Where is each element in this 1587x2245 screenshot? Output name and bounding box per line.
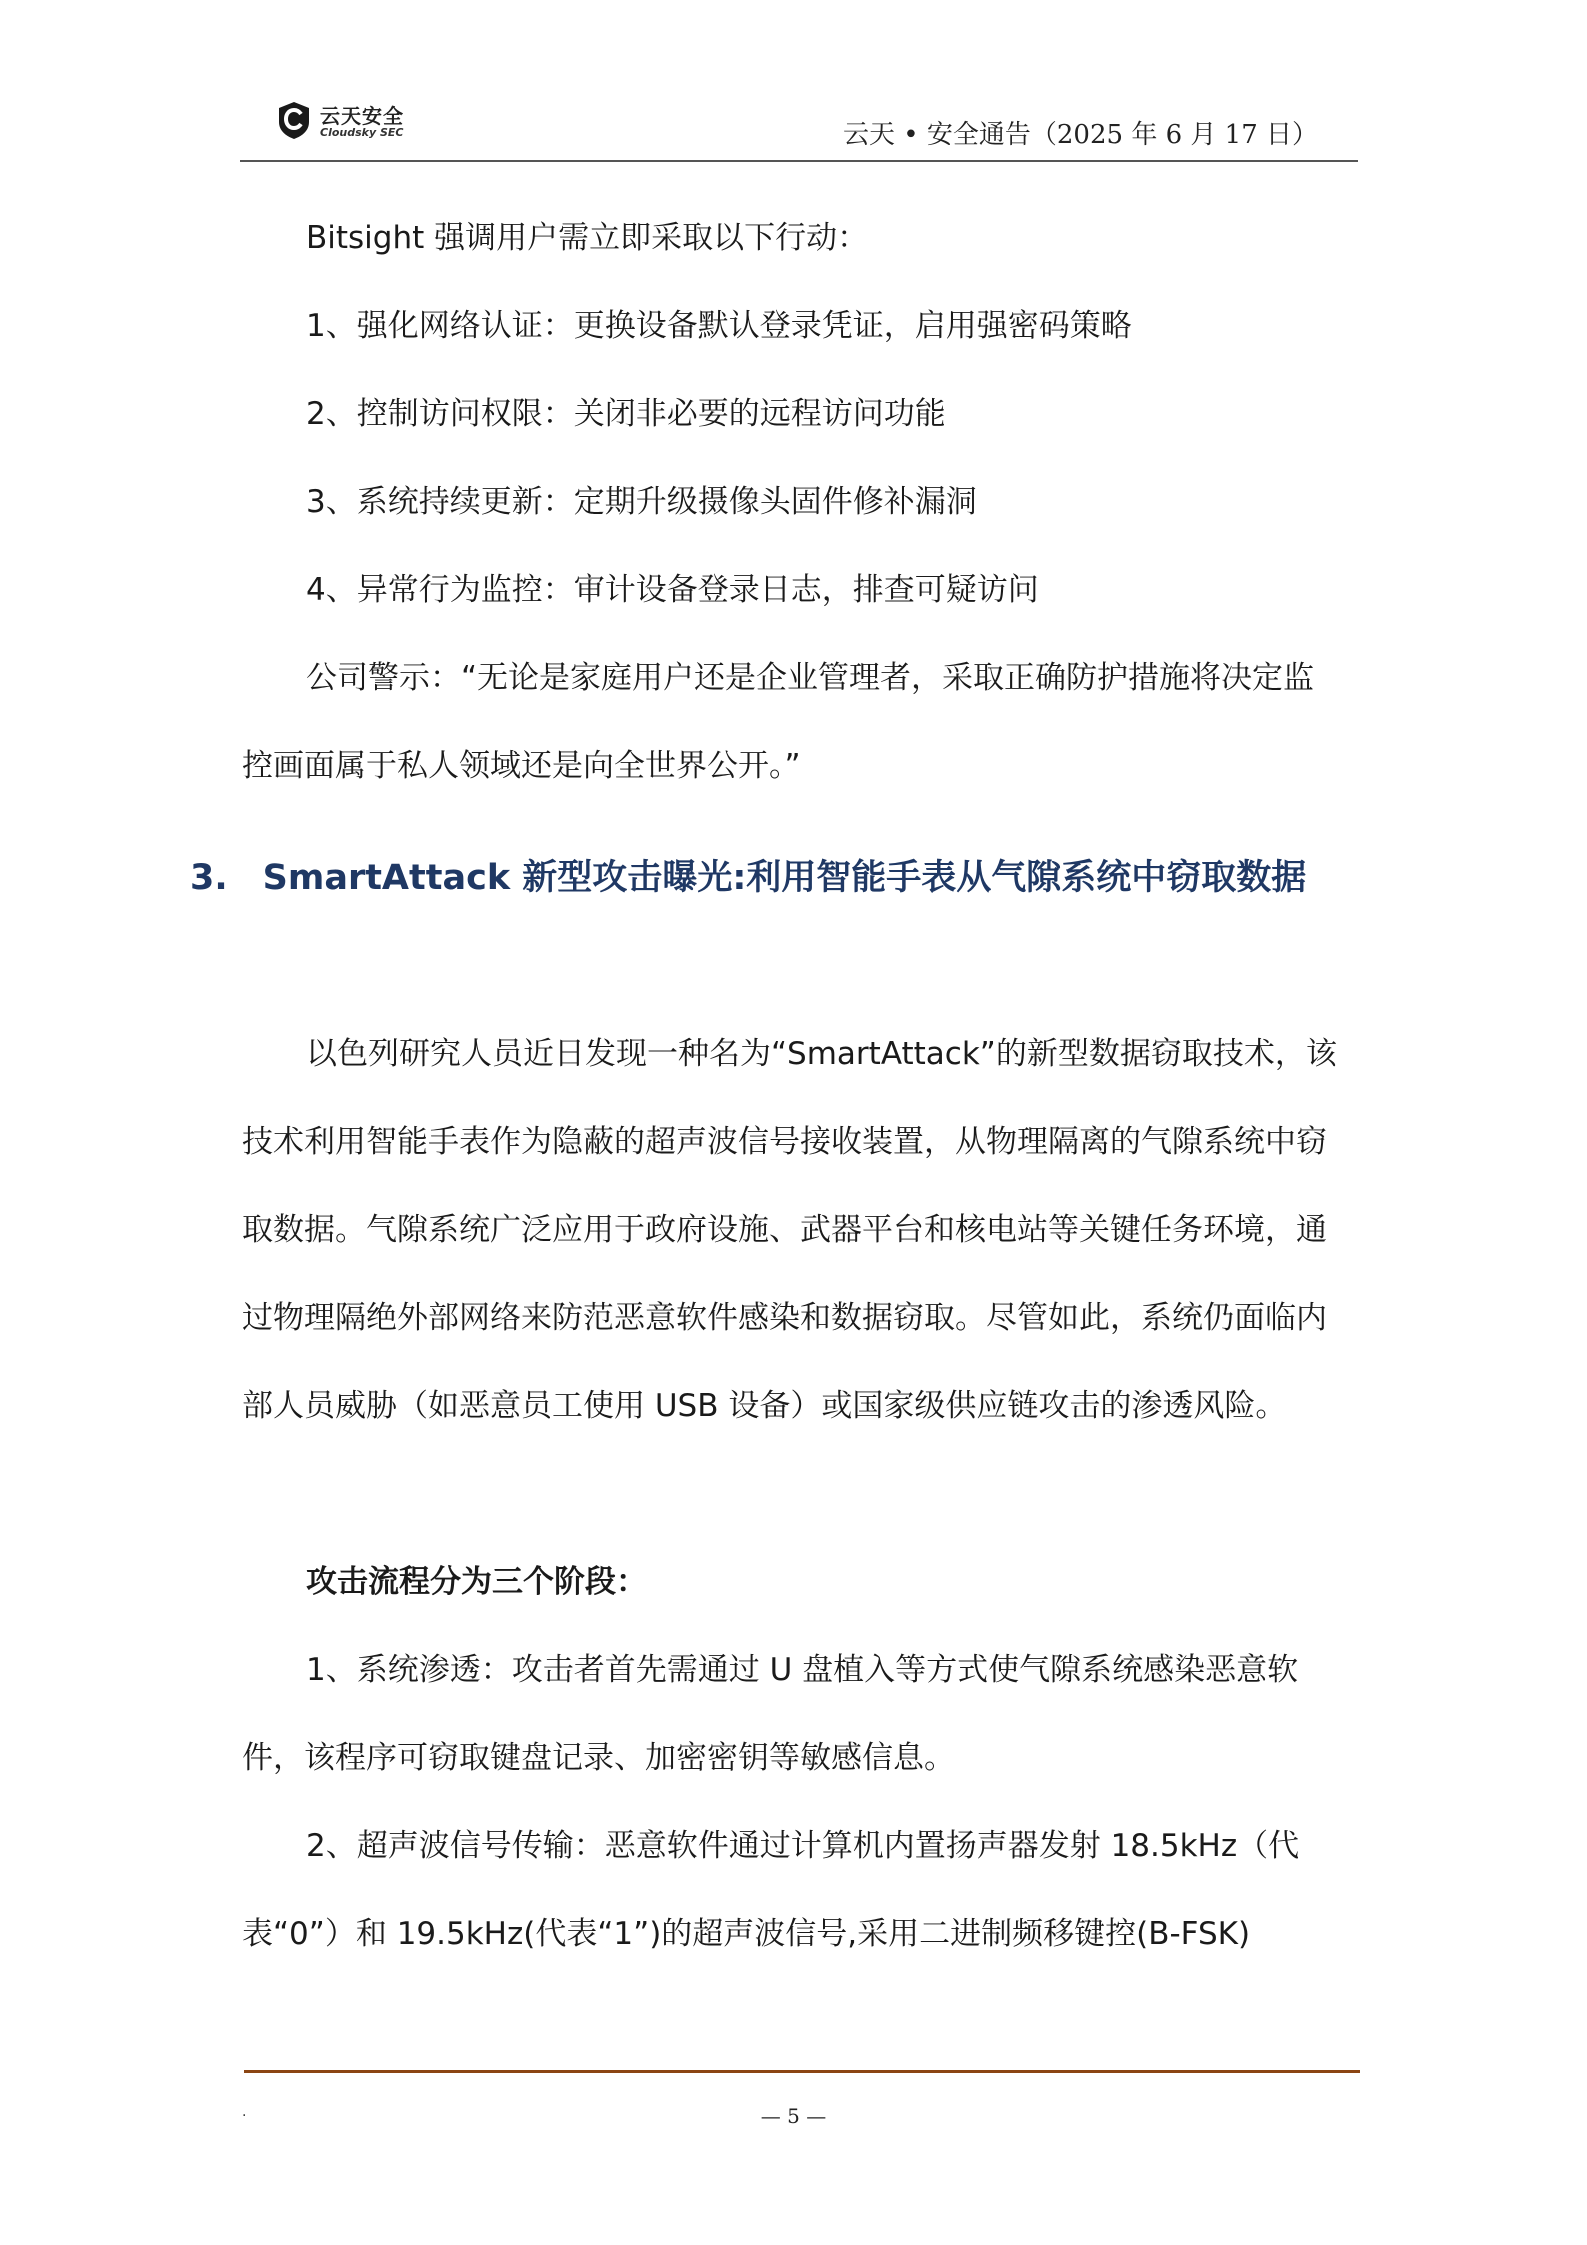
stage-1-paragraph: 1、系统渗透：攻击者首先需通过 U 盘植入等方式使气隙系统感染恶意软件，该程序可窃取键盘记录、加密密钥等敏感信息。 (242, 1652, 1299, 1776)
header-title: 云天 • 安全通告（2025 年 6 月 17 日） (843, 120, 1318, 150)
page-number: — 5 — (760, 2104, 827, 2128)
list-item-1: 1、强化网络认证：更换设备默认登录凭证，启用强密码策略 (306, 308, 1132, 344)
footer-mark: . (242, 2104, 247, 2120)
logo-text-cn: 云天安全 (320, 104, 404, 128)
paragraph-warning: 公司警示：“无论是家庭用户还是企业管理者，采取正确防护措施将决定监控画面属于私人领域还是向全世界公开。” (242, 660, 1315, 784)
company-logo (276, 100, 476, 148)
list-item-4: 4、异常行为监控：审计设备登录日志，排查可疑访问 (306, 572, 1039, 608)
section-heading-3: 3. SmartAttack 新型攻击曝光:利用智能手表从气隙系统中窃取数据 (190, 858, 1307, 898)
page-header (240, 92, 1358, 162)
list-item-2: 2、控制访问权限：关闭非必要的远程访问功能 (306, 396, 946, 432)
footer-divider (244, 2070, 1360, 2073)
list-item-3: 3、系统持续更新：定期升级摄像头固件修补漏洞 (306, 484, 977, 520)
paragraph-smartattack: 以色列研究人员近日发现一种名为“SmartAttack”的新型数据窃取技术，该技术利用智能手表作为隐蔽的超声波信号接收装置，从物理隔离的气隙系统中窃取数据。气隙系统广泛应用于政府设施、武器平台和核电站等关键任务环境，通过物理隔绝外部网络来防范恶意软件感染和数据窃取。尽管如此，系统仍面临内部人员威胁（如恶意员工使用 USB 设备）或国家级供应链攻击的渗透风险。 (242, 1036, 1337, 1424)
shield-logo-icon (276, 100, 312, 140)
stage-2-paragraph: 2、超声波信号传输：恶意软件通过计算机内置扬声器发射 18.5kHz（代表“0”）和 19.5kHz(代表“1”)的超声波信号,采用二进制频移键控(B-FSK) (242, 1828, 1300, 1952)
logo-text-en: Cloudsky SEC (320, 126, 404, 139)
subheading-attack-stages: 攻击流程分为三个阶段： (306, 1564, 647, 1600)
paragraph-intro: Bitsight 强调用户需立即采取以下行动： (306, 220, 869, 256)
header-divider (240, 160, 1358, 162)
